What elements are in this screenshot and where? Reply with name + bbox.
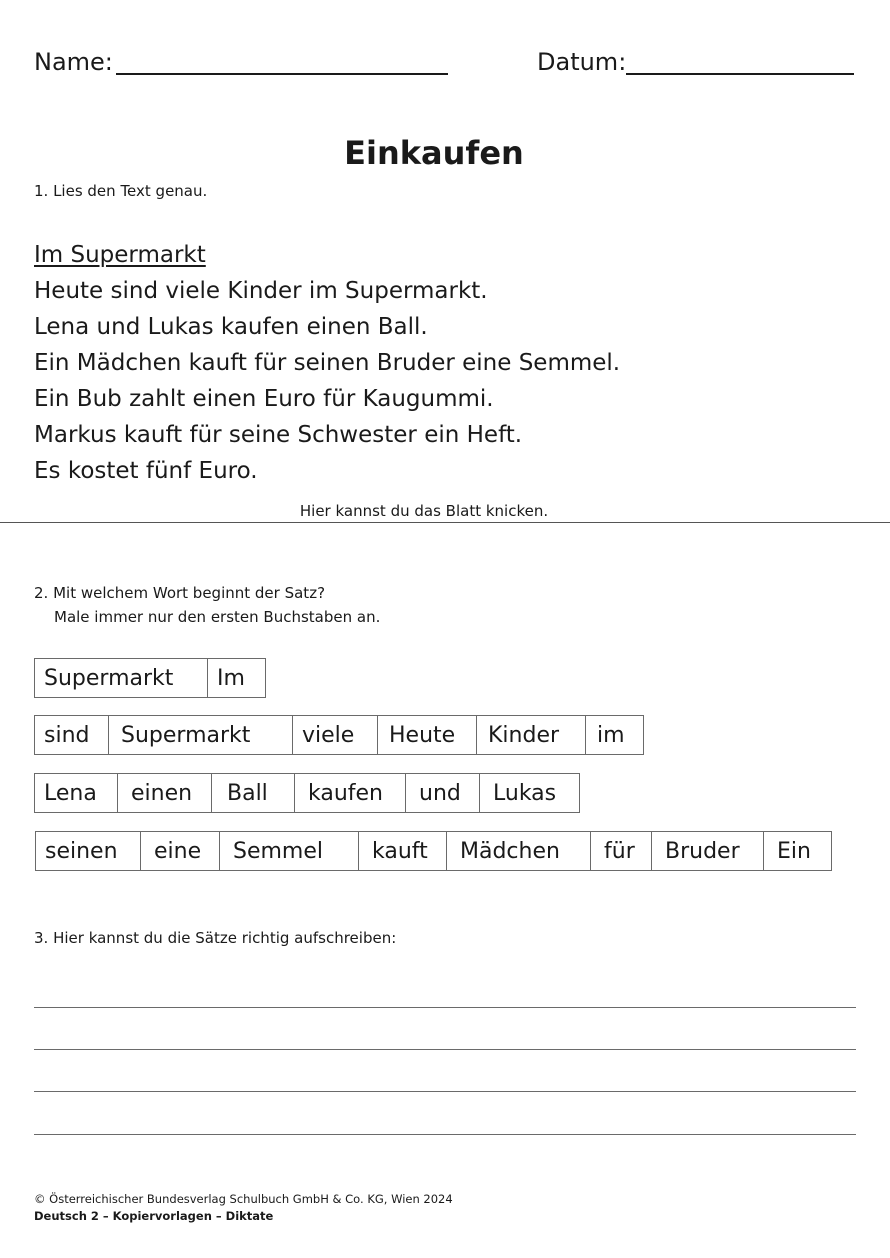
word-cell[interactable]: Semmel — [220, 832, 359, 870]
word-row-4 — [35, 831, 832, 871]
word-cell[interactable]: Ein — [777, 838, 811, 864]
word-cell[interactable]: einen — [118, 774, 212, 812]
story-line: Lena und Lukas kaufen einen Ball. — [34, 314, 428, 340]
writing-line[interactable] — [34, 1091, 856, 1092]
name-write-line[interactable] — [116, 73, 448, 75]
word-cell[interactable]: Lukas — [493, 780, 557, 806]
word-cell[interactable]: seinen — [36, 832, 141, 870]
word-cell[interactable]: Kinder — [477, 716, 586, 754]
word-cell[interactable]: Im — [217, 665, 245, 691]
word-cell[interactable]: Bruder — [652, 832, 764, 870]
date-write-line[interactable] — [626, 73, 854, 75]
word-cell[interactable]: im — [597, 722, 625, 748]
word-cell[interactable]: Supermarkt — [35, 659, 208, 697]
date-label: Datum: — [537, 48, 627, 76]
story-line: Ein Mädchen kauft für seinen Bruder eine Semmel. — [34, 350, 621, 376]
word-cell[interactable]: für — [591, 832, 652, 870]
word-cell[interactable]: Lena — [35, 774, 118, 812]
word-cell[interactable]: und — [406, 774, 480, 812]
word-cell[interactable]: Heute — [378, 716, 477, 754]
writing-line[interactable] — [34, 1134, 856, 1135]
task1-instruction: 1. Lies den Text genau. — [34, 182, 208, 200]
word-cell[interactable]: eine — [141, 832, 220, 870]
task3-instruction: 3. Hier kannst du die Sätze richtig aufschreiben: — [34, 929, 397, 947]
word-cell[interactable]: viele — [293, 716, 378, 754]
footer-copyright: © Österreichischer Bundesverlag Schulbuch GmbH & Co. KG, Wien 2024 — [34, 1192, 453, 1206]
fold-note: Hier kannst du das Blatt knicken. — [299, 502, 549, 520]
story-line: Ein Bub zahlt einen Euro für Kaugummi. — [34, 386, 494, 412]
word-row-1 — [34, 658, 266, 698]
writing-line[interactable] — [34, 1007, 856, 1008]
task2-instruction: 2. Mit welchem Wort beginnt der Satz? — [34, 584, 326, 602]
word-cell[interactable]: Mädchen — [447, 832, 591, 870]
name-label: Name: — [34, 48, 113, 76]
story-line: Es kostet fünf Euro. — [34, 458, 258, 484]
story-title: Im Supermarkt — [34, 242, 206, 268]
word-row-3 — [34, 773, 580, 813]
word-cell[interactable]: Ball — [212, 774, 295, 812]
footer-series: Deutsch 2 – Kopiervorlagen – Diktate — [34, 1209, 274, 1223]
task2-instruction-sub: Male immer nur den ersten Buchstaben an. — [54, 608, 381, 626]
word-cell[interactable]: kauft — [359, 832, 447, 870]
word-cell[interactable]: Supermarkt — [109, 716, 293, 754]
fold-line — [0, 522, 890, 523]
word-row-2 — [34, 715, 644, 755]
page-title: Einkaufen — [344, 134, 524, 172]
writing-line[interactable] — [34, 1049, 856, 1050]
story-line: Markus kauft für seine Schwester ein Heft. — [34, 422, 523, 448]
word-cell[interactable]: kaufen — [295, 774, 406, 812]
word-cell[interactable]: sind — [35, 716, 109, 754]
story-line: Heute sind viele Kinder im Supermarkt. — [34, 278, 488, 304]
